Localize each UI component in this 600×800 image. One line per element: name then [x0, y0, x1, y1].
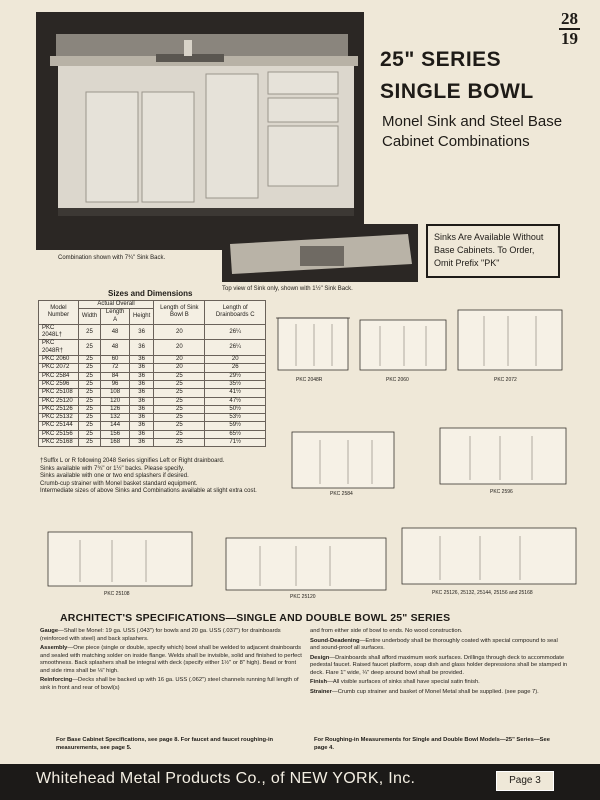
spec-label: Assembly: [40, 645, 68, 651]
table-cell: 36: [129, 389, 153, 397]
table-cell: 25: [78, 389, 100, 397]
spec-text: —Decks shall be backed up with 16 ga. USS (.062") steel channels running full length of sink in front and rear of bowl(s): [40, 677, 299, 691]
spec-text: —Shall be Monel: 19 ga. USS (.043") for bowls and 20 ga. USS (.037") for drainboards (reinforced with steel) and back splashers.: [40, 628, 281, 642]
architect-spec-title: ARCHITECT'S SPECIFICATIONS—SINGLE AND DOUBLE BOWL 25" SERIES: [60, 612, 451, 624]
table-cell: 25: [154, 380, 205, 388]
spec-label: Reinforcing: [40, 677, 73, 683]
spec-label: Design: [310, 654, 330, 661]
diagram-label: PKC 25108: [104, 591, 130, 597]
table-cell: 35½: [205, 380, 266, 388]
footer-page-label: Page 3: [496, 771, 554, 791]
table-cell: PKC 2048L†: [39, 324, 79, 340]
table-cell: 41½: [205, 389, 266, 397]
table-cell: 26¼: [205, 324, 266, 340]
page-title-line1: 25" SERIES: [380, 48, 502, 71]
diagram-label: PKC 2060: [386, 377, 409, 383]
sink-top-illustration: [222, 224, 418, 282]
table-cell: PKC 25108: [39, 389, 79, 397]
table-cell: PKC 2072: [39, 364, 79, 372]
note-line: Sinks available with one or two end splashers if desired.: [40, 473, 189, 479]
table-cell: PKC 25126: [39, 405, 79, 413]
table-cell: PKC 2048R†: [39, 340, 79, 356]
table-cell: 36: [129, 340, 153, 356]
table-cell: 120: [101, 397, 130, 405]
table-cell: 20: [154, 364, 205, 372]
table-cell: 25: [78, 356, 100, 364]
main-photo-caption: Combination shown with 7¾" Sink Back.: [58, 255, 166, 261]
table-cell: 36: [129, 372, 153, 380]
table-cell: PKC 25156: [39, 430, 79, 438]
table-cell: 36: [129, 380, 153, 388]
table-cell: 48: [101, 340, 130, 356]
table-cell: 25: [78, 397, 100, 405]
table-cell: 25: [78, 439, 100, 447]
table-cell: 25: [78, 324, 100, 340]
spec-paragraph: [310, 679, 568, 687]
table-cell: 168: [101, 439, 130, 447]
table-cell: 36: [129, 364, 153, 372]
spec-paragraph: [310, 628, 568, 636]
spec-column-right: [310, 628, 568, 698]
table-cell: PKC 25132: [39, 414, 79, 422]
table-cell: 156: [101, 430, 130, 438]
page-title-line2: SINGLE BOWL: [380, 80, 534, 103]
table-cell: 20: [205, 356, 266, 364]
table-cell: 50½: [205, 405, 266, 413]
header-drainboards: Length of Drainboards C: [205, 301, 266, 325]
note-line: Sinks available with 7¾" or 1½" backs. Please specify.: [40, 465, 185, 472]
header-width: Width: [78, 309, 100, 325]
table-cell: 25: [154, 414, 205, 422]
top-view-photo: [222, 224, 418, 282]
note-line: Crumb-cup strainer with Monel basket standard equipment.: [40, 480, 198, 487]
table-cell: 25: [78, 372, 100, 380]
header-model: Model Number: [39, 301, 79, 325]
spec-label: Strainer: [310, 688, 332, 695]
note-line: †Suffix L or R following 2048 Series signifies Left or Right drainboard.: [40, 458, 225, 464]
table-cell: PKC 25120: [39, 397, 79, 405]
table-cell: 36: [129, 414, 153, 422]
table-cell: PKC 2584: [39, 372, 79, 380]
spec-text: —One piece (single or double, specify which) bowl shall be welded to adjacent drainboards and sealed with matching solder on inside flange. Welds shall be invisible, solid and finished to perfect smoothness. Back splashers shall be integral with deck (specify either 1½" or 8" high). Bead or front and side rims shall be ⅛" high.: [40, 645, 302, 674]
table-cell: 25: [154, 397, 205, 405]
table-cell: 132: [101, 414, 130, 422]
table-cell: 25: [154, 422, 205, 430]
table-cell: 65½: [205, 430, 266, 438]
spec-label: Sound-Deadening: [310, 637, 360, 644]
table-cell: 20: [154, 324, 205, 340]
table-cell: 96: [101, 380, 130, 388]
diagram-label: PKC 2072: [494, 377, 517, 383]
diagram-label: PKC 25126, 25132, 25144, 25156 and 25168: [432, 590, 533, 596]
spec-text: —Crumb cup strainer and basket of Monel Metal shall be supplied. (see page 7).: [331, 688, 539, 695]
table-cell: 84: [101, 372, 130, 380]
table-cell: 25: [78, 380, 100, 388]
table-cell: 60: [101, 356, 130, 364]
spec-label: Finish: [310, 679, 328, 685]
table-cell: 53½: [205, 414, 266, 422]
table-cell: 25: [154, 439, 205, 447]
footer-company-name: Whitehead Metal Products Co., of NEW YORK, Inc.: [36, 770, 416, 787]
spec-paragraph: [310, 689, 568, 697]
top-view-caption: Top view of Sink only, shown with 1½" Sink Back.: [222, 286, 353, 292]
table-cell: 126: [101, 405, 130, 413]
table-cell: 71½: [205, 439, 266, 447]
main-product-photo: [36, 12, 364, 250]
diagram-label: PKC 25120: [290, 594, 316, 600]
table-cell: PKC 25168: [39, 439, 79, 447]
table-cell: 25: [154, 389, 205, 397]
page-subtitle: Monel Sink and Steel Base Cabinet Combinations: [382, 113, 563, 150]
table-cell: 20: [154, 356, 205, 364]
cabinet-diagrams: [0, 300, 600, 610]
table-cell: 36: [129, 439, 153, 447]
header-length: Length A: [101, 309, 130, 325]
table-cell: 25: [78, 430, 100, 438]
table-cell: 25: [154, 405, 205, 413]
spec-paragraph: [310, 638, 568, 653]
table-cell: PKC 2060: [39, 356, 79, 364]
diagram-label: PKC 2596: [490, 489, 513, 495]
table-cell: 36: [129, 405, 153, 413]
sink-cabinet-illustration: [36, 12, 364, 250]
table-cell: 25: [78, 414, 100, 422]
spec-text: and from either side of bowl to ends. No wood construction.: [310, 628, 463, 634]
spec-text: —All visible surfaces of sinks shall have special satin finish.: [327, 679, 480, 685]
table-cell: PKC 2596: [39, 380, 79, 388]
table-cell: 20: [154, 340, 205, 356]
table-cell: 26¼: [205, 340, 266, 356]
availability-note-box: Sinks Are Available Without Base Cabinets. To Order, Omit Prefix "PK": [426, 224, 560, 278]
table-cell: 25: [154, 430, 205, 438]
spec-paragraph: [310, 655, 568, 678]
table-cell: 36: [129, 397, 153, 405]
table-cell: 25: [78, 364, 100, 372]
header-actual-overall: Actual Overall: [78, 301, 153, 309]
header-bowl: Length of Sink Bowl B: [154, 301, 205, 325]
table-cell: 59½: [205, 422, 266, 430]
page-number: 28 19: [561, 9, 578, 48]
table-cell: 72: [101, 364, 130, 372]
table-cell: 144: [101, 422, 130, 430]
spec-column-left: [40, 628, 302, 694]
table-title: Sizes and Dimensions: [108, 289, 193, 298]
table-cell: 25: [78, 422, 100, 430]
diagram-label: PKC 2584: [330, 491, 353, 497]
diagram-label: PKC 2048R: [296, 377, 323, 383]
table-cell: 25: [154, 372, 205, 380]
spec-paragraph: [40, 645, 302, 675]
table-cell: 29½: [205, 372, 266, 380]
table-cell: PKC 25144: [39, 422, 79, 430]
table-cell: 25: [78, 405, 100, 413]
note-line: Intermediate sizes of above Sinks and Combinations available at slight extra cost.: [40, 488, 257, 494]
spec-paragraph: [40, 677, 302, 692]
table-cell: 108: [101, 389, 130, 397]
table-cell: 36: [129, 422, 153, 430]
reference-left: For Base Cabinet Specifications, see page 8. For faucet and faucet roughing-in measurements, see page 5.: [56, 737, 274, 751]
table-cell: 36: [129, 324, 153, 340]
table-cell: 48: [101, 324, 130, 340]
table-cell: 25: [78, 340, 100, 356]
spec-paragraph: [40, 628, 302, 643]
reference-right: For Roughing-in Measurements for Single and Double Bowl Models—25" Series—See page 4.: [314, 737, 550, 751]
spec-text: —Entire underbody shall be thoroughly coated with special compound to seal and sound-proof all surfaces.: [310, 637, 558, 651]
table-cell: 47½: [205, 397, 266, 405]
spec-label: Gauge: [40, 628, 59, 634]
header-height: Height: [129, 309, 153, 325]
table-cell: 36: [129, 430, 153, 438]
table-cell: 36: [129, 356, 153, 364]
spec-text: —Drainboards shall afford maximum work surfaces. Drillings through deck to accommodate pedestal faucet. Raised faucet platform, soap dish and glass holder depressions shall be stamped in deck. Flare 1" wide, ¼" deep around bowl shall be provided.: [310, 654, 568, 676]
table-cell: 26: [205, 364, 266, 372]
